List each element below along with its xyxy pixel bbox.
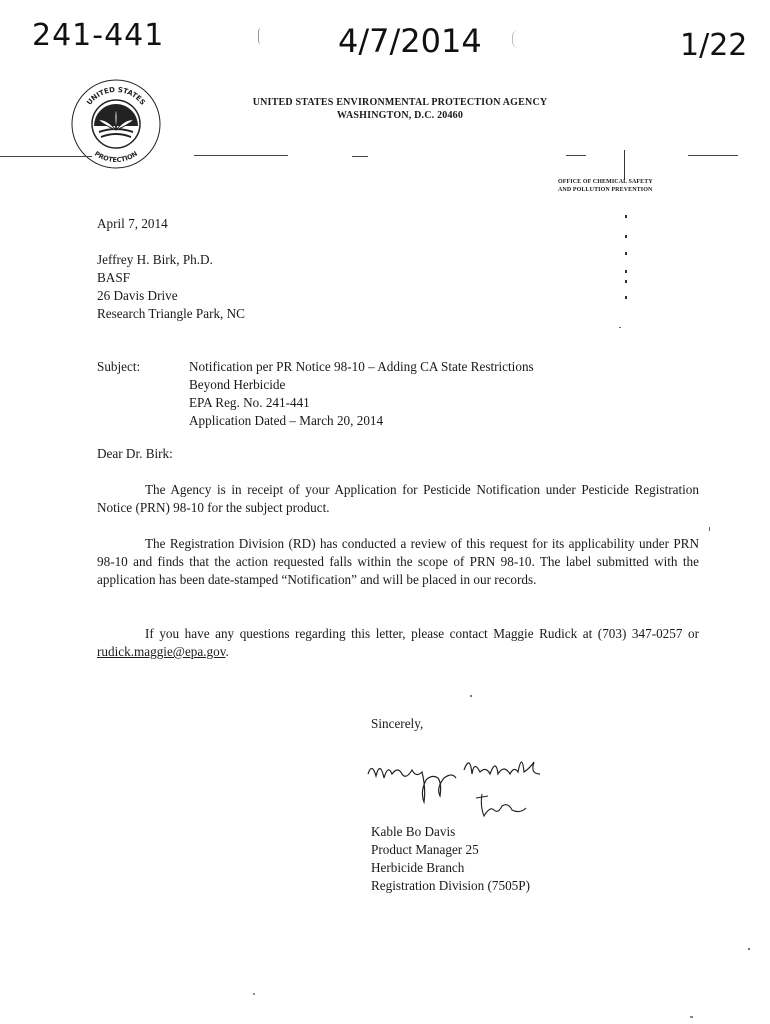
scan-speck	[709, 527, 710, 531]
subject-line: Application Dated – March 20, 2014	[189, 413, 384, 428]
signatory-division: Registration Division (7505P)	[371, 878, 530, 893]
agency-name: UNITED STATES ENVIRONMENTAL PROTECTION AGENCY	[252, 97, 548, 108]
signatory-branch: Herbicide Branch	[371, 860, 465, 875]
letterhead-agency	[200, 96, 600, 122]
recipient-company: BASF	[97, 270, 130, 285]
scan-speck	[253, 993, 255, 995]
handwritten-date: 4/7/2014	[338, 22, 482, 60]
margin-dot	[625, 280, 627, 283]
recipient-address	[97, 251, 245, 323]
subject-line: Notification per PR Notice 98-10 – Adding CA State Restrictions	[189, 359, 534, 374]
stray-mark	[512, 30, 525, 48]
stray-mark	[258, 28, 265, 44]
subject-line: EPA Reg. No. 241-441	[189, 395, 310, 410]
handwritten-reg-number: 241-441	[32, 18, 165, 53]
recipient-name: Jeffrey H. Birk, Ph.D.	[97, 252, 213, 267]
letterhead-rule	[0, 156, 92, 157]
salutation: Dear Dr. Birk:	[97, 446, 173, 461]
scan-speck	[748, 948, 750, 950]
seal-text-top: UNITED STATES	[85, 85, 147, 107]
svg-text:UNITED STATES	[85, 86, 146, 107]
body-paragraph: The Agency is in receipt of your Application for Pesticide Notification under Pesticide Registration Notice (PRN) 98-10 for the subject product.	[97, 482, 699, 515]
handwritten-page-mark: 1/22	[680, 28, 748, 63]
body-paragraph: The Registration Division (RD) has conducted a review of this request for its applicability under PRN 98-10 and finds that the action requested falls within the scope of PRN 98-10. The label submitted with the application has been date-stamped “Notification” and will be placed in our records.	[97, 536, 699, 587]
scan-speck	[470, 695, 472, 697]
seal-text-bottom: PROTECTION	[93, 149, 139, 165]
subject-line: Beyond Herbicide	[189, 377, 286, 392]
office-name: OFFICE OF CHEMICAL SAFETY AND POLLUTION PREVENTION	[558, 179, 653, 193]
contact-email-link[interactable]: rudick.maggie@epa.gov	[97, 644, 226, 659]
letter-date: April 7, 2014	[97, 216, 168, 231]
agency-address: WASHINGTON, D.C. 20460	[336, 110, 464, 121]
letterhead-rule	[688, 155, 738, 156]
subject-lines	[189, 358, 534, 430]
letterhead-rule	[194, 155, 288, 156]
subject-label: Subject:	[97, 359, 141, 374]
contact-text: If you have any questions regarding this letter, please contact Maggie Rudick at (703) 347-0257 or	[145, 626, 699, 641]
signatory-name: Kable Bo Davis	[371, 824, 456, 839]
recipient-city: Research Triangle Park, NC	[97, 306, 245, 321]
scan-speck	[690, 1016, 693, 1018]
signatory-title: Product Manager 25	[371, 842, 479, 857]
signature-block	[371, 823, 530, 895]
margin-dot	[625, 215, 627, 218]
margin-dot	[625, 270, 627, 273]
contact-text-end: .	[225, 644, 229, 659]
recipient-street: 26 Davis Drive	[97, 288, 178, 303]
letterhead-rule	[352, 156, 368, 157]
margin-dot	[625, 235, 627, 238]
letterhead-rule	[566, 155, 586, 156]
svg-text:PROTECTION	[93, 150, 139, 164]
scan-speck	[619, 327, 621, 328]
epa-seal-logo	[66, 74, 166, 174]
handwritten-signature	[364, 744, 564, 824]
margin-dot	[625, 252, 627, 255]
closing: Sincerely,	[371, 716, 424, 731]
margin-tick	[624, 150, 625, 180]
margin-dot	[625, 296, 627, 299]
contact-paragraph	[97, 625, 699, 661]
